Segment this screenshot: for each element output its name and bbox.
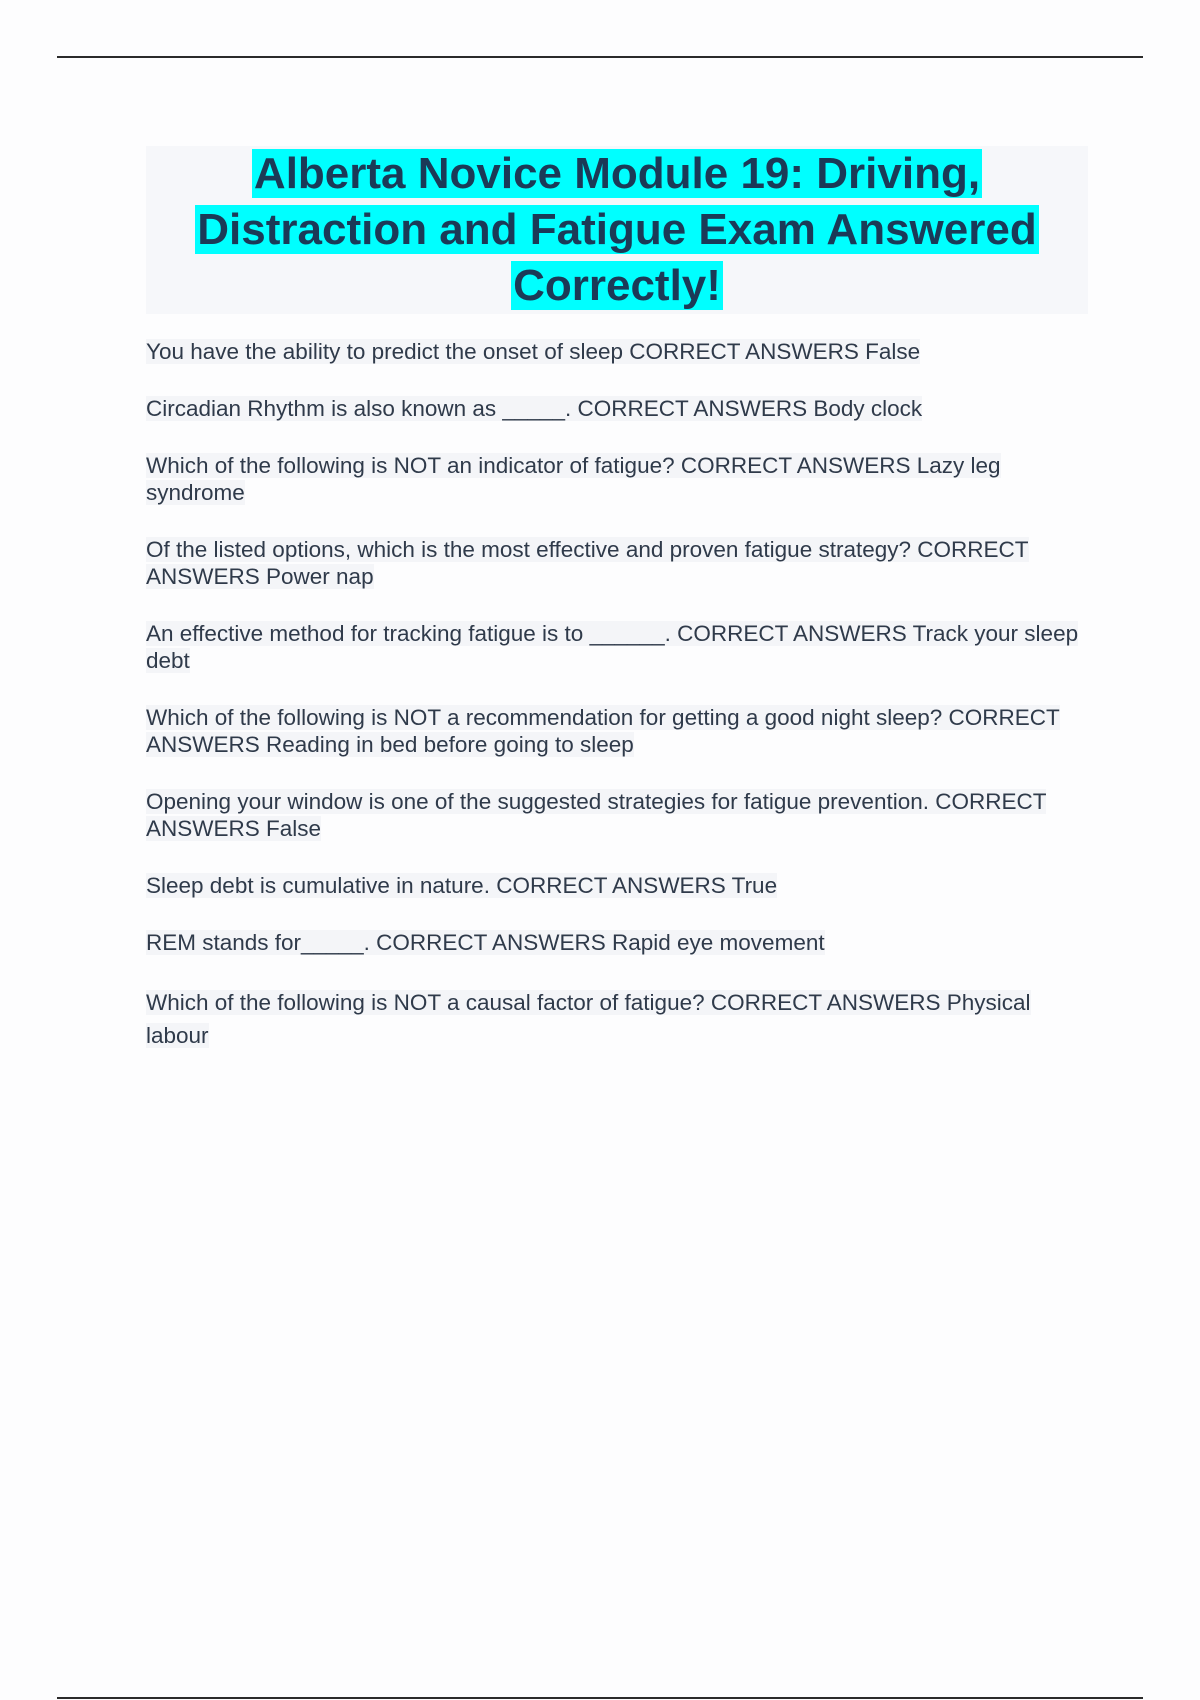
qa-item-6 [146, 704, 1096, 758]
document-title-text: Alberta Novice Module 19: Driving, Distraction and Fatigue Exam Answered Correctly! [197, 149, 1037, 310]
qa-item-text: Of the listed options, which is the most effective and proven fatigue strategy? CORRECT ANSWERS Power nap [146, 537, 1029, 589]
qa-item-text: Which of the following is NOT a recommendation for getting a good night sleep? CORRECT ANSWERS Reading in bed before going to sleep [146, 705, 1060, 757]
qa-item-text: Which of the following is NOT a causal factor of fatigue? CORRECT ANSWERS Physical labour [146, 990, 1031, 1048]
qa-item-5 [146, 620, 1096, 674]
qa-item-2 [146, 395, 1096, 422]
qa-item-3 [146, 452, 1096, 506]
qa-item-8 [146, 872, 1096, 899]
qa-item-text: Which of the following is NOT an indicator of fatigue? CORRECT ANSWERS Lazy leg syndrome [146, 453, 1001, 505]
qa-item-text: Circadian Rhythm is also known as _____. CORRECT ANSWERS Body clock [146, 396, 923, 421]
qa-item-text: Sleep debt is cumulative in nature. CORRECT ANSWERS True [146, 873, 778, 898]
qa-list [146, 338, 1096, 1082]
document-title [146, 146, 1088, 314]
qa-item-9 [146, 929, 1096, 956]
footer-rule [57, 1697, 1143, 1699]
qa-item-10 [146, 986, 1096, 1052]
title-block [146, 146, 1088, 314]
qa-item-7 [146, 788, 1096, 842]
qa-item-4 [146, 536, 1096, 590]
qa-item-text: REM stands for_____. CORRECT ANSWERS Rapid eye movement [146, 930, 825, 955]
header-rule [57, 56, 1143, 58]
qa-item-text: You have the ability to predict the onset of sleep CORRECT ANSWERS False [146, 339, 921, 364]
qa-item-text: An effective method for tracking fatigue is to ______. CORRECT ANSWERS Track your sleep debt [146, 621, 1079, 673]
qa-item-text: Opening your window is one of the suggested strategies for fatigue prevention. CORRECT ANSWERS False [146, 789, 1047, 841]
qa-item-1 [146, 338, 1096, 365]
